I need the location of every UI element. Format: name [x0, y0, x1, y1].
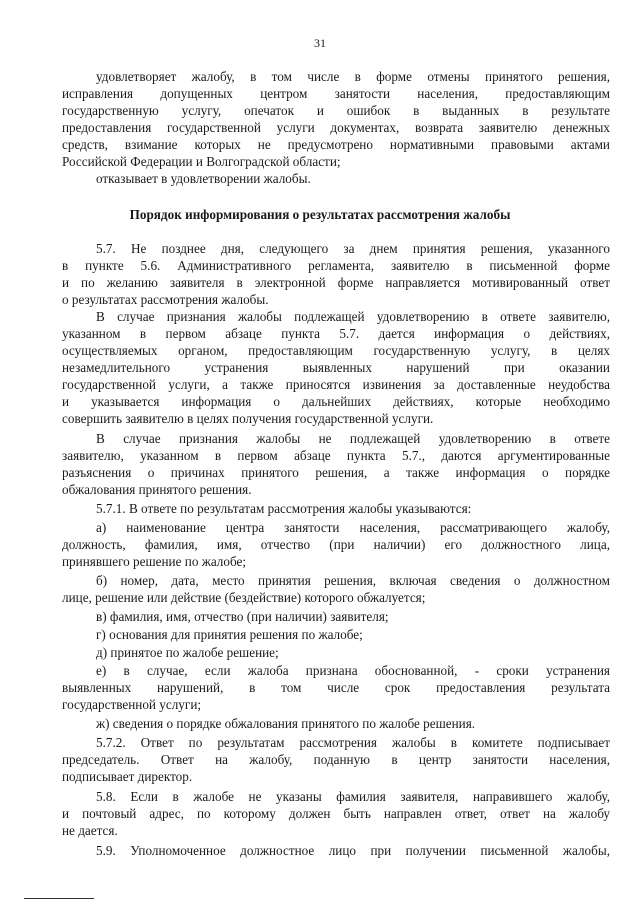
text-line: и почтовый адрес, по которому должен быть направлен ответ, ответ на жалобу — [62, 806, 610, 821]
text-line: 5.7.2. Ответ по результатам рассмотрения жалобы в комитете подписывает — [96, 735, 610, 750]
text-line: Российской Федерации и Волгоградской области; — [62, 154, 341, 169]
text-line: В случае признания жалобы подлежащей удовлетворению в ответе заявителю, — [96, 309, 610, 324]
text-line: исправления допущенных центром занятости населения, предоставляющим — [62, 86, 610, 101]
text-line: а) наименование центра занятости населения, рассматривающего жалобу, — [96, 520, 610, 535]
text-line: государственной услуги; — [62, 697, 202, 712]
text-line: г) основания для принятия решения по жалобе; — [96, 627, 363, 642]
text-line: принявшего решение по жалобе; — [62, 554, 247, 569]
text-line: государственную услугу, опечаток и ошибок в выданных в результате — [62, 103, 610, 118]
text-line: о результатах рассмотрения жалобы. — [62, 292, 269, 307]
text-line: государственной услуги, а также приносятся извинения за доставленные неудобства — [62, 377, 610, 392]
text-line: отказывает в удовлетворении жалобы. — [96, 171, 311, 186]
text-line: д) принятое по жалобе решение; — [96, 645, 279, 660]
text-line: В случае признания жалобы не подлежащей удовлетворению в ответе — [96, 431, 610, 446]
text-line: обжалования принятого решения. — [62, 482, 252, 497]
section-heading: Порядок информирования о результатах рассмотрения жалобы — [129, 207, 511, 222]
text-line: в пункте 5.6. Административного регламента, заявителю в письменной форме — [62, 258, 610, 273]
footnote-divider — [24, 898, 94, 899]
text-line: должность, фамилия, имя, отчество (при наличии) его должностного лица, — [62, 537, 610, 552]
text-line: средств, взимание которых не предусмотрено нормативными правовыми актами — [62, 137, 610, 152]
text-line: и указывается информация о дальнейших действиях, которые необходимо — [62, 394, 610, 409]
text-line: 5.7.1. В ответе по результатам рассмотрения жалобы указываются: — [96, 501, 472, 516]
text-line: незамедлительного устранения выявленных нарушений при оказании — [62, 360, 610, 375]
text-line: 5.8. Если в жалобе не указаны фамилия заявителя, направившего жалобу, — [96, 789, 610, 804]
text-line: лице, решение или действие (бездействие) которого обжалуется; — [62, 590, 426, 605]
text-line: 5.9. Уполномоченное должностное лицо при получении письменной жалобы, — [96, 843, 610, 858]
text-line: председатель. Ответ на жалобу, поданную в центр занятости населения, — [62, 752, 610, 767]
text-line: в) фамилия, имя, отчество (при наличии) заявителя; — [96, 609, 389, 624]
text-line: 5.7. Не позднее дня, следующего за днем принятия решения, указанного — [96, 241, 610, 256]
text-line: ж) сведения о порядке обжалования принятого по жалобе решения. — [96, 716, 476, 731]
page-number: 31 — [314, 36, 326, 50]
text-line: указанном в первом абзаце пункта 5.7. дается информация о действиях, — [62, 326, 610, 341]
text-line: и по желанию заявителя в электронной форме направляется мотивированный ответ — [62, 275, 610, 290]
text-line: удовлетворяет жалобу, в том числе в форме отмены принятого решения, — [96, 69, 610, 84]
text-line: предоставления государственной услуги документах, возврата заявителю денежных — [62, 120, 610, 135]
text-line: б) номер, дата, место принятия решения, включая сведения о должностном — [96, 573, 610, 588]
text-line: осуществляемых органом, предоставляющим государственную услугу, в целях — [62, 343, 610, 358]
text-line: выявленных нарушений, в том числе срок предоставления результата — [62, 680, 610, 695]
text-line: разъяснения о причинах принятого решения, а также информация о порядке — [62, 465, 610, 480]
text-line: е) в случае, если жалоба признана обоснованной, - сроки устранения — [96, 663, 610, 678]
text-line: не дается. — [62, 823, 118, 838]
text-line: подписывает директор. — [62, 769, 193, 784]
text-line: совершить заявителю в целях получения государственной услуги. — [62, 411, 434, 426]
text-line: заявителю, указанном в первом абзаце пункта 5.7., даются аргументированные — [62, 448, 610, 463]
